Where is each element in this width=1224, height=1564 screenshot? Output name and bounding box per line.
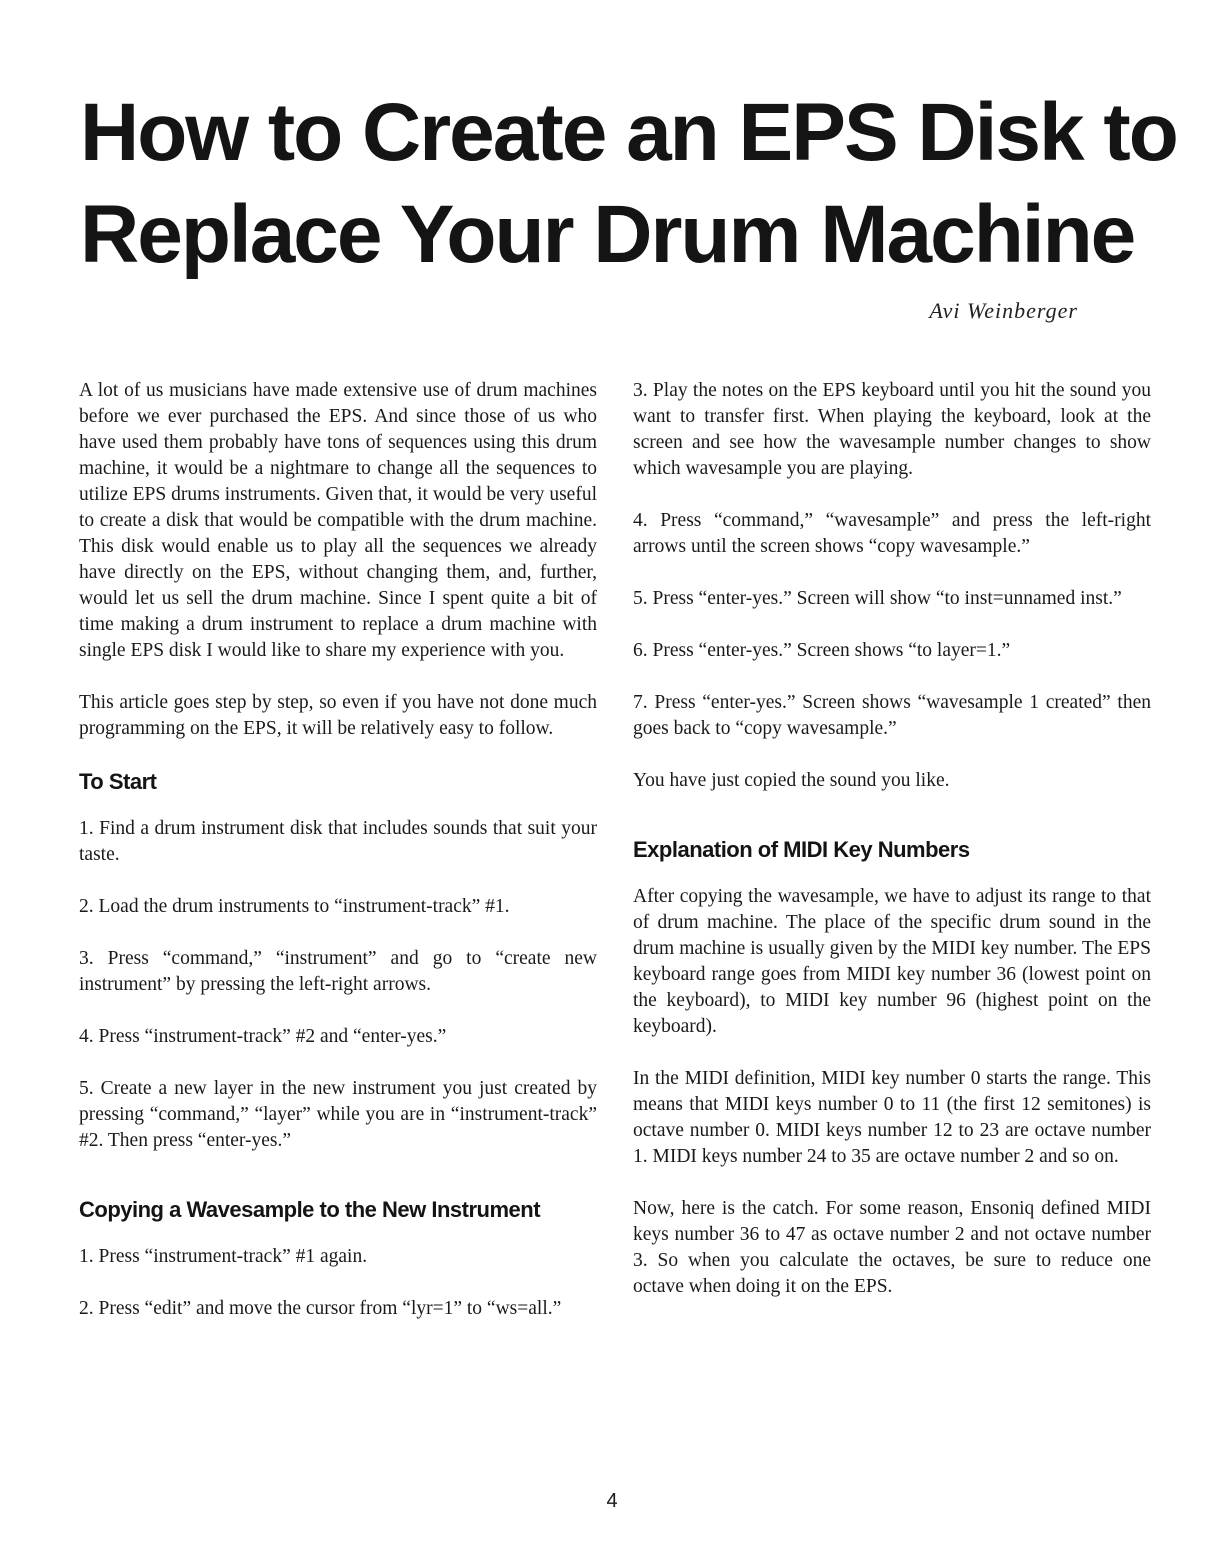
article-title-line-1: How to Create an EPS Disk to	[80, 87, 1177, 178]
intro-paragraph-1: A lot of us musicians have made extensive use of drum machines before we ever purchased the EPS. And since those of us who have used them probably have tons of sequences using this drum machine, it would be a nightmare to change all the sequences to utilize EPS drums instruments. Given that, it would be very useful to create a disk that would be compatible with the drum machine. This disk would enable us to play all the sequences we already have directly on the EPS, without changing them, and, further, would let us sell the drum machine. Since I spent quite a bit of time making a drum instrument to replace a drum machine with single EPS disk I would like to share my experience with you.	[79, 380, 597, 661]
step-paragraph: 7. Press “enter-yes.” Screen shows “wavesample 1 created” then goes back to “copy wavesample.”	[633, 692, 1151, 739]
intro-paragraph-2: This article goes step by step, so even if you have not done much programming on the EPS, it will be relatively easy to follow.	[79, 692, 597, 739]
body-paragraph: After copying the wavesample, we have to adjust its range to that of drum machine. The place of the specific drum sound in the drum machine is usually given by the MIDI key number. The EPS keyboard range goes from MIDI key number 36 (lowest point on the keyboard), to MIDI key number 96 (highest point on the keyboard).	[633, 886, 1151, 1037]
body-paragraph: Now, here is the catch. For some reason, Ensoniq defined MIDI keys number 36 to 47 as octave number 2 and not octave number 3. So when you calculate the octaves, be sure to reduce one octave when doing it on the EPS.	[633, 1198, 1151, 1297]
step-paragraph: 2. Load the drum instruments to “instrument-track” #1.	[79, 896, 510, 917]
step-paragraph: 3. Play the notes on the EPS keyboard until you hit the sound you want to transfer first. When playing the keyboard, look at the screen and see how the wavesample number changes to show which wavesample you are playing.	[633, 380, 1151, 479]
step-paragraph: 4. Press “command,” “wavesample” and press the left-right arrows until the screen shows “copy wavesample.”	[633, 510, 1151, 557]
left-column	[79, 378, 597, 1348]
section-heading-midi-key-numbers: Explanation of MIDI Key Numbers	[633, 837, 970, 862]
body-paragraph: In the MIDI definition, MIDI key number 0 starts the range. This means that MIDI keys number 0 to 11 (the first 12 semitones) is octave number 0. MIDI keys number 12 to 23 are octave number 1. MIDI keys number 24 to 35 are octave number 2 and so on.	[633, 1068, 1151, 1167]
step-paragraph: 1. Press “instrument-track” #1 again.	[79, 1246, 368, 1267]
author-byline: Avi Weinberger	[929, 298, 1078, 323]
step-paragraph: You have just copied the sound you like.	[633, 770, 950, 791]
section-heading-copying-wavesample: Copying a Wavesample to the New Instrument	[79, 1197, 541, 1222]
step-paragraph: 6. Press “enter-yes.” Screen shows “to layer=1.”	[633, 640, 1011, 661]
step-paragraph: 2. Press “edit” and move the cursor from “lyr=1” to “ws=all.”	[79, 1298, 562, 1319]
spacer	[79, 1180, 597, 1196]
spacer	[633, 820, 1151, 836]
article-title-line-2: Replace Your Drum Machine	[80, 189, 1135, 280]
page-number: 4	[606, 1490, 618, 1512]
step-paragraph: 1. Find a drum instrument disk that includes sounds that suit your taste.	[79, 818, 597, 865]
right-column	[633, 378, 1151, 1326]
step-paragraph: 4. Press “instrument-track” #2 and “enter-yes.”	[79, 1026, 447, 1047]
step-paragraph: 5. Press “enter-yes.” Screen will show “to inst=unnamed inst.”	[633, 588, 1122, 609]
article-title	[80, 82, 1177, 286]
step-paragraph: 5. Create a new layer in the new instrument you just created by pressing “command,” “layer” while you are in “instrument-track” #2. Then press “enter-yes.”	[79, 1078, 597, 1151]
step-paragraph: 3. Press “command,” “instrument” and go to “create new instrument” by pressing the left-right arrows.	[79, 948, 597, 995]
section-heading-to-start: To Start	[79, 769, 157, 794]
